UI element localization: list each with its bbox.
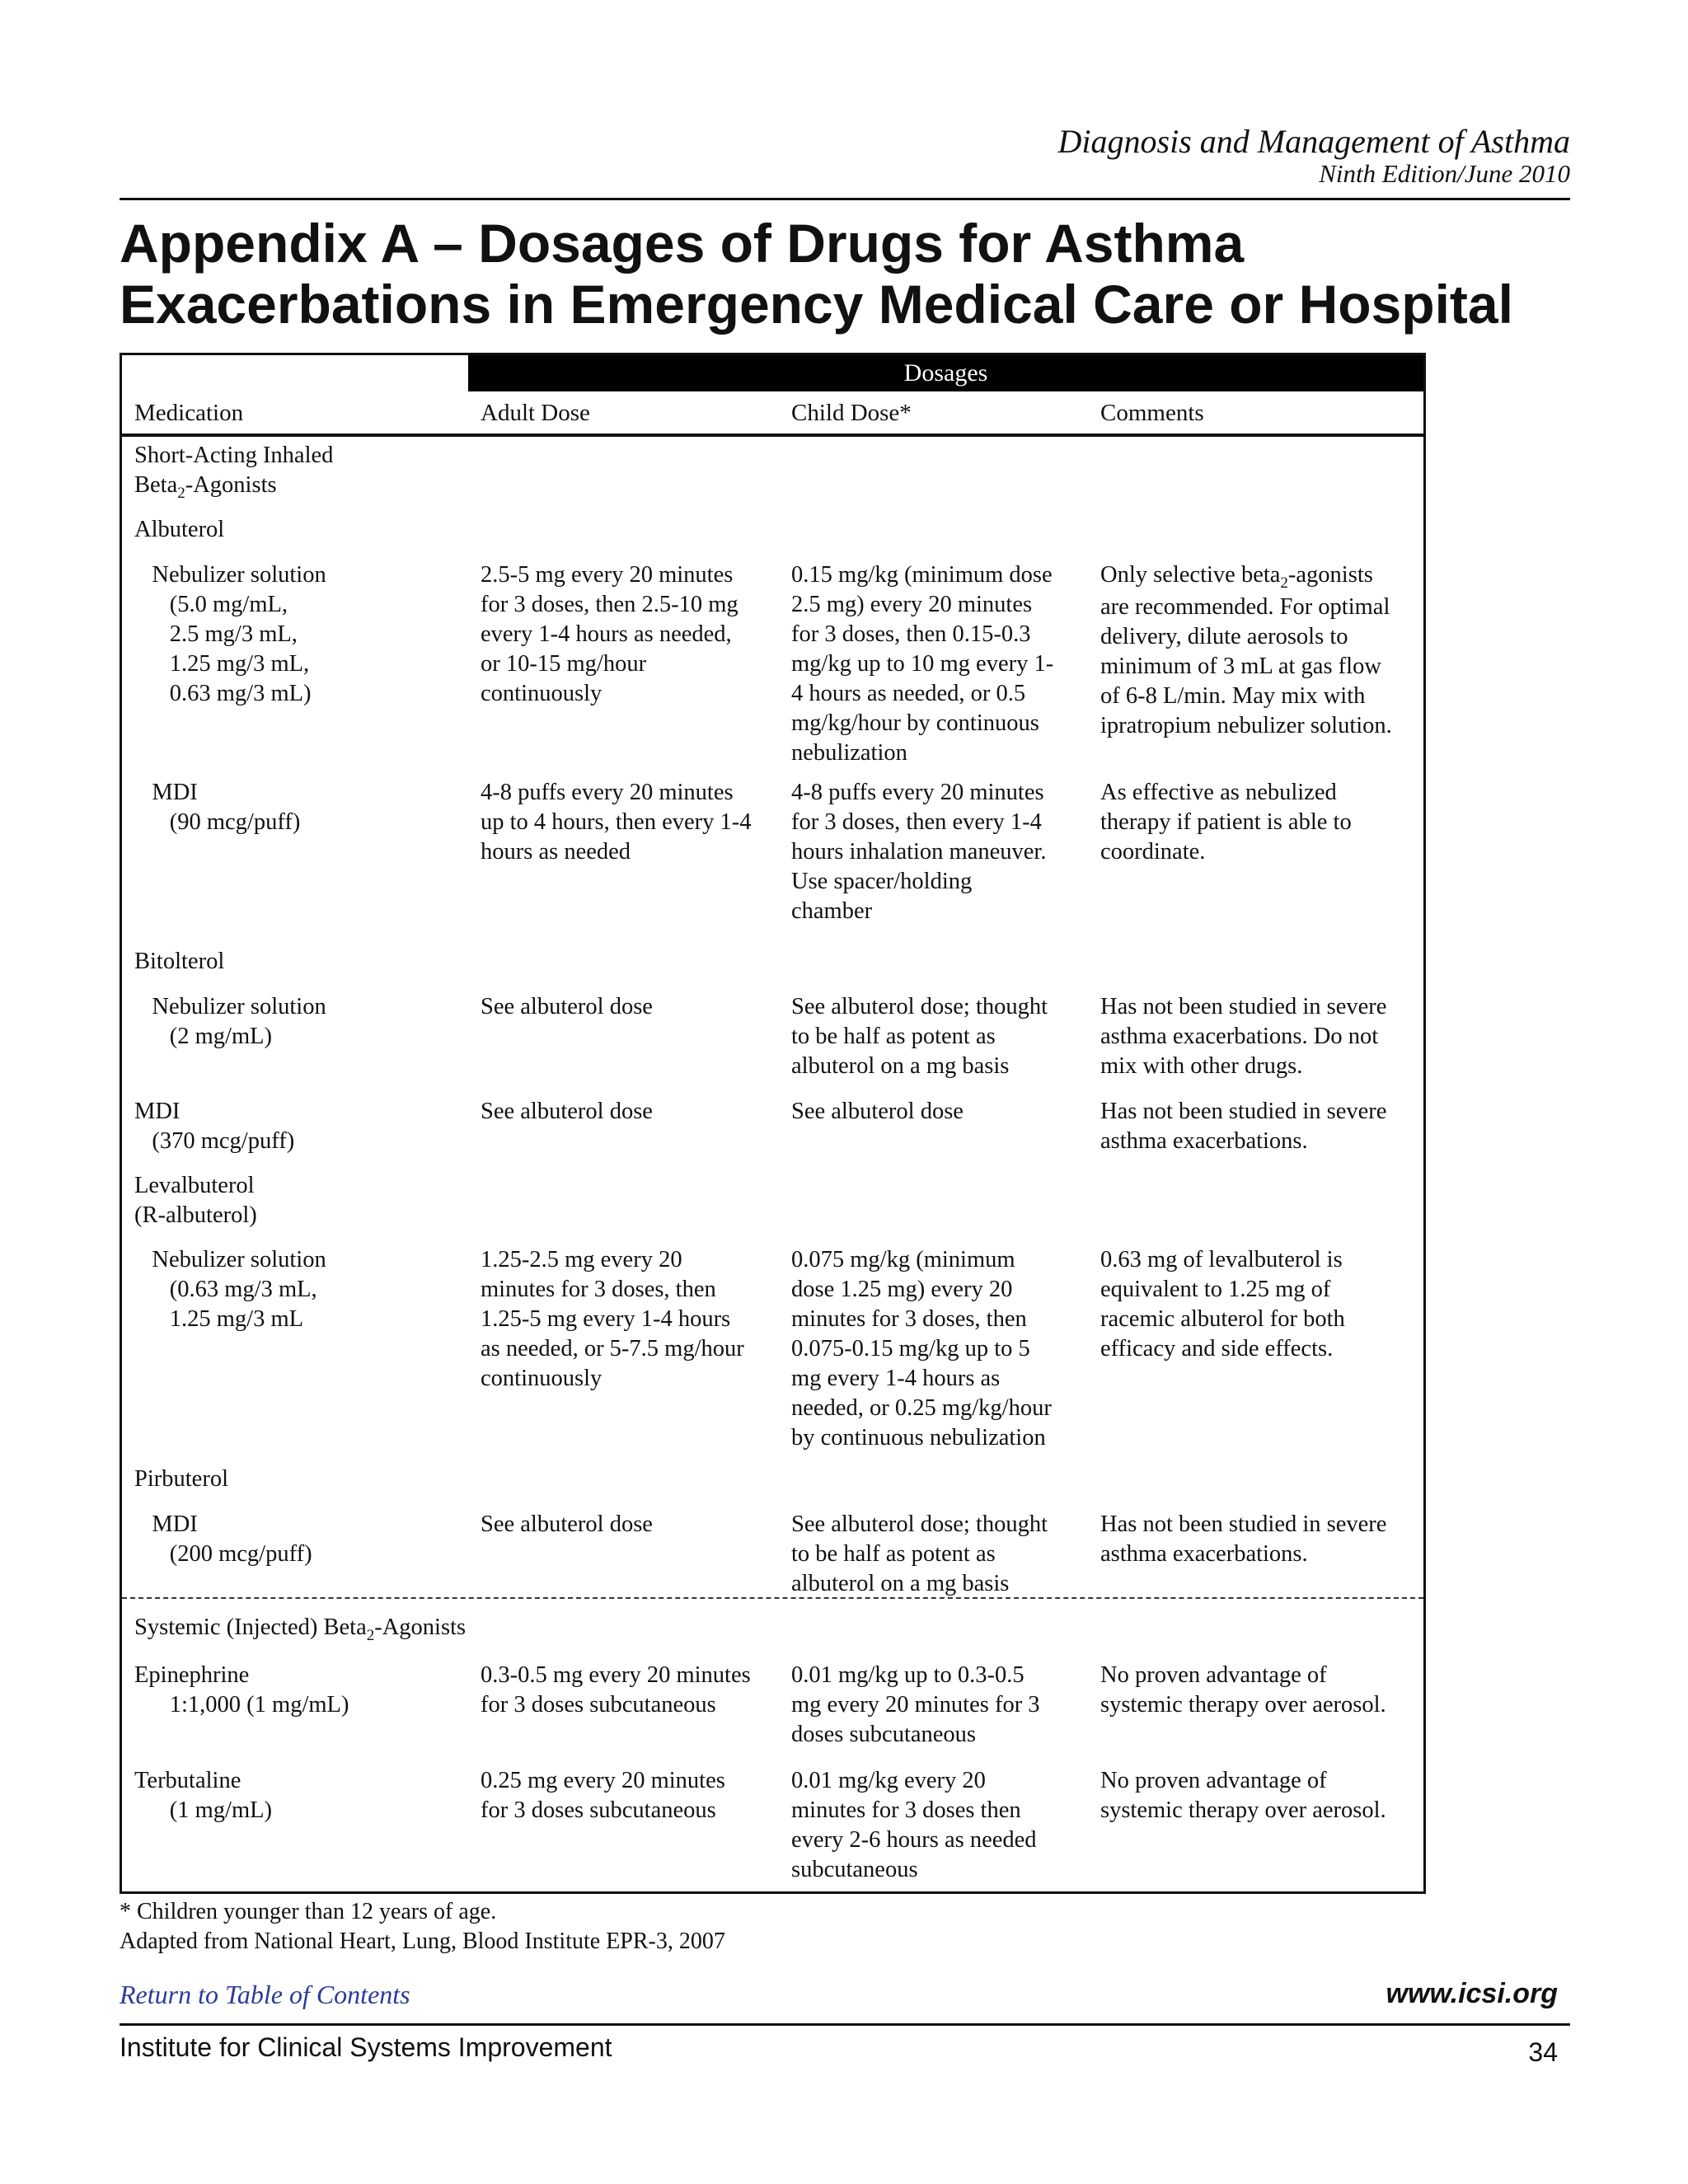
terbutaline-medication: Terbutaline (1 mg/mL) bbox=[134, 1768, 273, 1823]
page-title bbox=[120, 213, 1595, 335]
levalbuterol-nebulizer-medication: Nebulizer solution (0.63 mg/3 mL, 1.25 mg/3 mL bbox=[152, 1247, 326, 1332]
section-label-systemic-beta2: Systemic (Injected) Beta$_2$-Agonists bbox=[134, 1615, 467, 1644]
bitolterol-nebulizer-medication: Nebulizer solution (2 mg/mL) bbox=[152, 994, 326, 1049]
column-header-medication: Medication bbox=[134, 400, 244, 426]
page-title-line-1: Appendix A – Dosages of Drugs for Asthma bbox=[120, 213, 1245, 274]
drug-label-levalbuterol: Levalbuterol (R-albuterol) bbox=[134, 1173, 257, 1228]
albuterol-nebulizer-medication: Nebulizer solution (5.0 mg/mL, 2.5 mg/3 mL, 1.25 mg/3 mL, 0.63 mg/3 mL) bbox=[152, 562, 326, 706]
albuterol-mdi-medication: MDI (90 mcg/puff) bbox=[152, 780, 301, 835]
albuterol-mdi-comment: As effective as nebulized therapy if patient is able to coordinate. bbox=[1100, 780, 1352, 865]
terbutaline-comment: No proven advantage of systemic therapy over aerosol. bbox=[1100, 1768, 1386, 1823]
running-header bbox=[120, 124, 1570, 188]
section-label-line-2: Beta$_2$-Agonists bbox=[134, 472, 277, 502]
column-header-comments: Comments bbox=[1100, 400, 1204, 426]
levalbuterol-nebulizer-adult-dose: 1.25-2.5 mg every 20 minutes for 3 doses, then 1.25-5 mg every 1-4 hours as needed, or 5-7.5 mg/hour continuously bbox=[481, 1247, 744, 1391]
bitolterol-nebulizer-comment: Has not been studied in severe asthma exacerbations. Do not mix with other drugs. bbox=[1100, 994, 1387, 1079]
epinephrine-medication: Epinephrine 1:1,000 (1 mg/mL) bbox=[134, 1662, 349, 1718]
albuterol-mdi-adult-dose: 4-8 puffs every 20 minutes up to 4 hours, then every 1-4 hours as needed bbox=[481, 780, 752, 865]
albuterol-nebulizer-child-dose: 0.15 mg/kg (minimum dose 2.5 mg) every 20 minutes for 3 doses, then 0.15-0.3 mg/kg up to 10 mg every 1- 4 hours as needed, or 0.5 mg/kg/hour by continuous nebulization bbox=[791, 562, 1054, 766]
dosage-table bbox=[120, 353, 1426, 1894]
epinephrine-adult-dose: 0.3-0.5 mg every 20 minutes for 3 doses subcutaneous bbox=[481, 1662, 751, 1718]
albuterol-nebulizer-adult-dose: 2.5-5 mg every 20 minutes for 3 doses, then 2.5-10 mg every 1-4 hours as needed, or 10-15 mg/hour continuously bbox=[481, 562, 738, 706]
drug-label-bitolterol: Bitolterol bbox=[134, 949, 225, 974]
section-label-line-1: Short-Acting Inhaled bbox=[134, 443, 334, 468]
bitolterol-mdi-child-dose: See albuterol dose bbox=[791, 1099, 964, 1124]
footnote: * Children younger than 12 years of age. bbox=[120, 1899, 497, 1924]
terbutaline-child-dose: 0.01 mg/kg every 20 minutes for 3 doses then every 2-6 hours as needed subcutaneous bbox=[791, 1768, 1037, 1882]
pirbuterol-mdi-adult-dose: See albuterol dose bbox=[481, 1511, 653, 1537]
section-label-inhaled-beta2 bbox=[134, 441, 333, 503]
levalbuterol-nebulizer-child-dose: 0.075 mg/kg (minimum dose 1.25 mg) every 20 minutes for 3 doses, then 0.075-0.15 mg/kg up to 5 mg every 1-4 hours as needed, or 0.25 mg/kg/hour by continuous nebulization bbox=[791, 1247, 1052, 1451]
pirbuterol-mdi-medication: MDI (200 mcg/puff) bbox=[152, 1511, 312, 1567]
bitolterol-nebulizer-adult-dose: See albuterol dose bbox=[481, 994, 653, 1019]
pirbuterol-mdi-child-dose: See albuterol dose; thought to be half as potent as albuterol on a mg basis bbox=[791, 1511, 1048, 1596]
albuterol-mdi-child-dose: 4-8 puffs every 20 minutes for 3 doses, then every 1-4 hours inhalation maneuver. Use spacer/holding chamber bbox=[791, 780, 1047, 924]
terbutaline-adult-dose: 0.25 mg every 20 minutes for 3 doses subcutaneous bbox=[481, 1768, 725, 1823]
website-url: www.icsi.org bbox=[1386, 1978, 1558, 2009]
source-note: Adapted from National Heart, Lung, Blood Institute EPR-3, 2007 bbox=[120, 1929, 725, 1954]
bitolterol-mdi-adult-dose: See albuterol dose bbox=[481, 1099, 653, 1124]
epinephrine-comment: No proven advantage of systemic therapy over aerosol. bbox=[1100, 1662, 1386, 1718]
header-rule bbox=[120, 198, 1570, 200]
return-to-toc-link[interactable]: Return to Table of Contents bbox=[120, 1980, 410, 2009]
bitolterol-mdi-medication: MDI (370 mcg/puff) bbox=[134, 1099, 295, 1154]
document-title: Diagnosis and Management of Asthma bbox=[1057, 123, 1570, 160]
column-header-child-dose: Child Dose* bbox=[791, 400, 912, 426]
institute-name: Institute for Clinical Systems Improvement bbox=[120, 2032, 612, 2062]
albuterol-nebulizer-comment: Only selective beta$_2$-agonists are recommended. For optimal delivery, dilute aerosols to minimum of 3 mL at gas flow of 6-8 L/min. May mix with ipratropium nebulizer solution. bbox=[1100, 562, 1392, 738]
page-number: 34 bbox=[1528, 2037, 1558, 2067]
document-edition: Ninth Edition/June 2010 bbox=[1319, 159, 1570, 188]
bitolterol-mdi-comment: Has not been studied in severe asthma exacerbations. bbox=[1100, 1099, 1387, 1154]
levalbuterol-nebulizer-comment: 0.63 mg of levalbuterol is equivalent to 1.25 mg of racemic albuterol for both efficacy and side effects. bbox=[1100, 1247, 1345, 1361]
column-header-adult-dose: Adult Dose bbox=[481, 400, 590, 426]
section-divider-dashed bbox=[122, 1597, 1423, 1599]
header-divider bbox=[122, 434, 1423, 437]
page-title-line-2: Exacerbations in Emergency Medical Care or Hospital bbox=[120, 274, 1513, 335]
pirbuterol-mdi-comment: Has not been studied in severe asthma exacerbations. bbox=[1100, 1511, 1387, 1567]
drug-label-albuterol: Albuterol bbox=[134, 517, 225, 542]
footer-rule bbox=[120, 2023, 1570, 2026]
dosages-group-header: Dosages bbox=[468, 355, 1423, 391]
drug-label-pirbuterol: Pirbuterol bbox=[134, 1466, 228, 1492]
epinephrine-child-dose: 0.01 mg/kg up to 0.3-0.5 mg every 20 minutes for 3 doses subcutaneous bbox=[791, 1662, 1040, 1747]
bitolterol-nebulizer-child-dose: See albuterol dose; thought to be half as potent as albuterol on a mg basis bbox=[791, 994, 1048, 1079]
